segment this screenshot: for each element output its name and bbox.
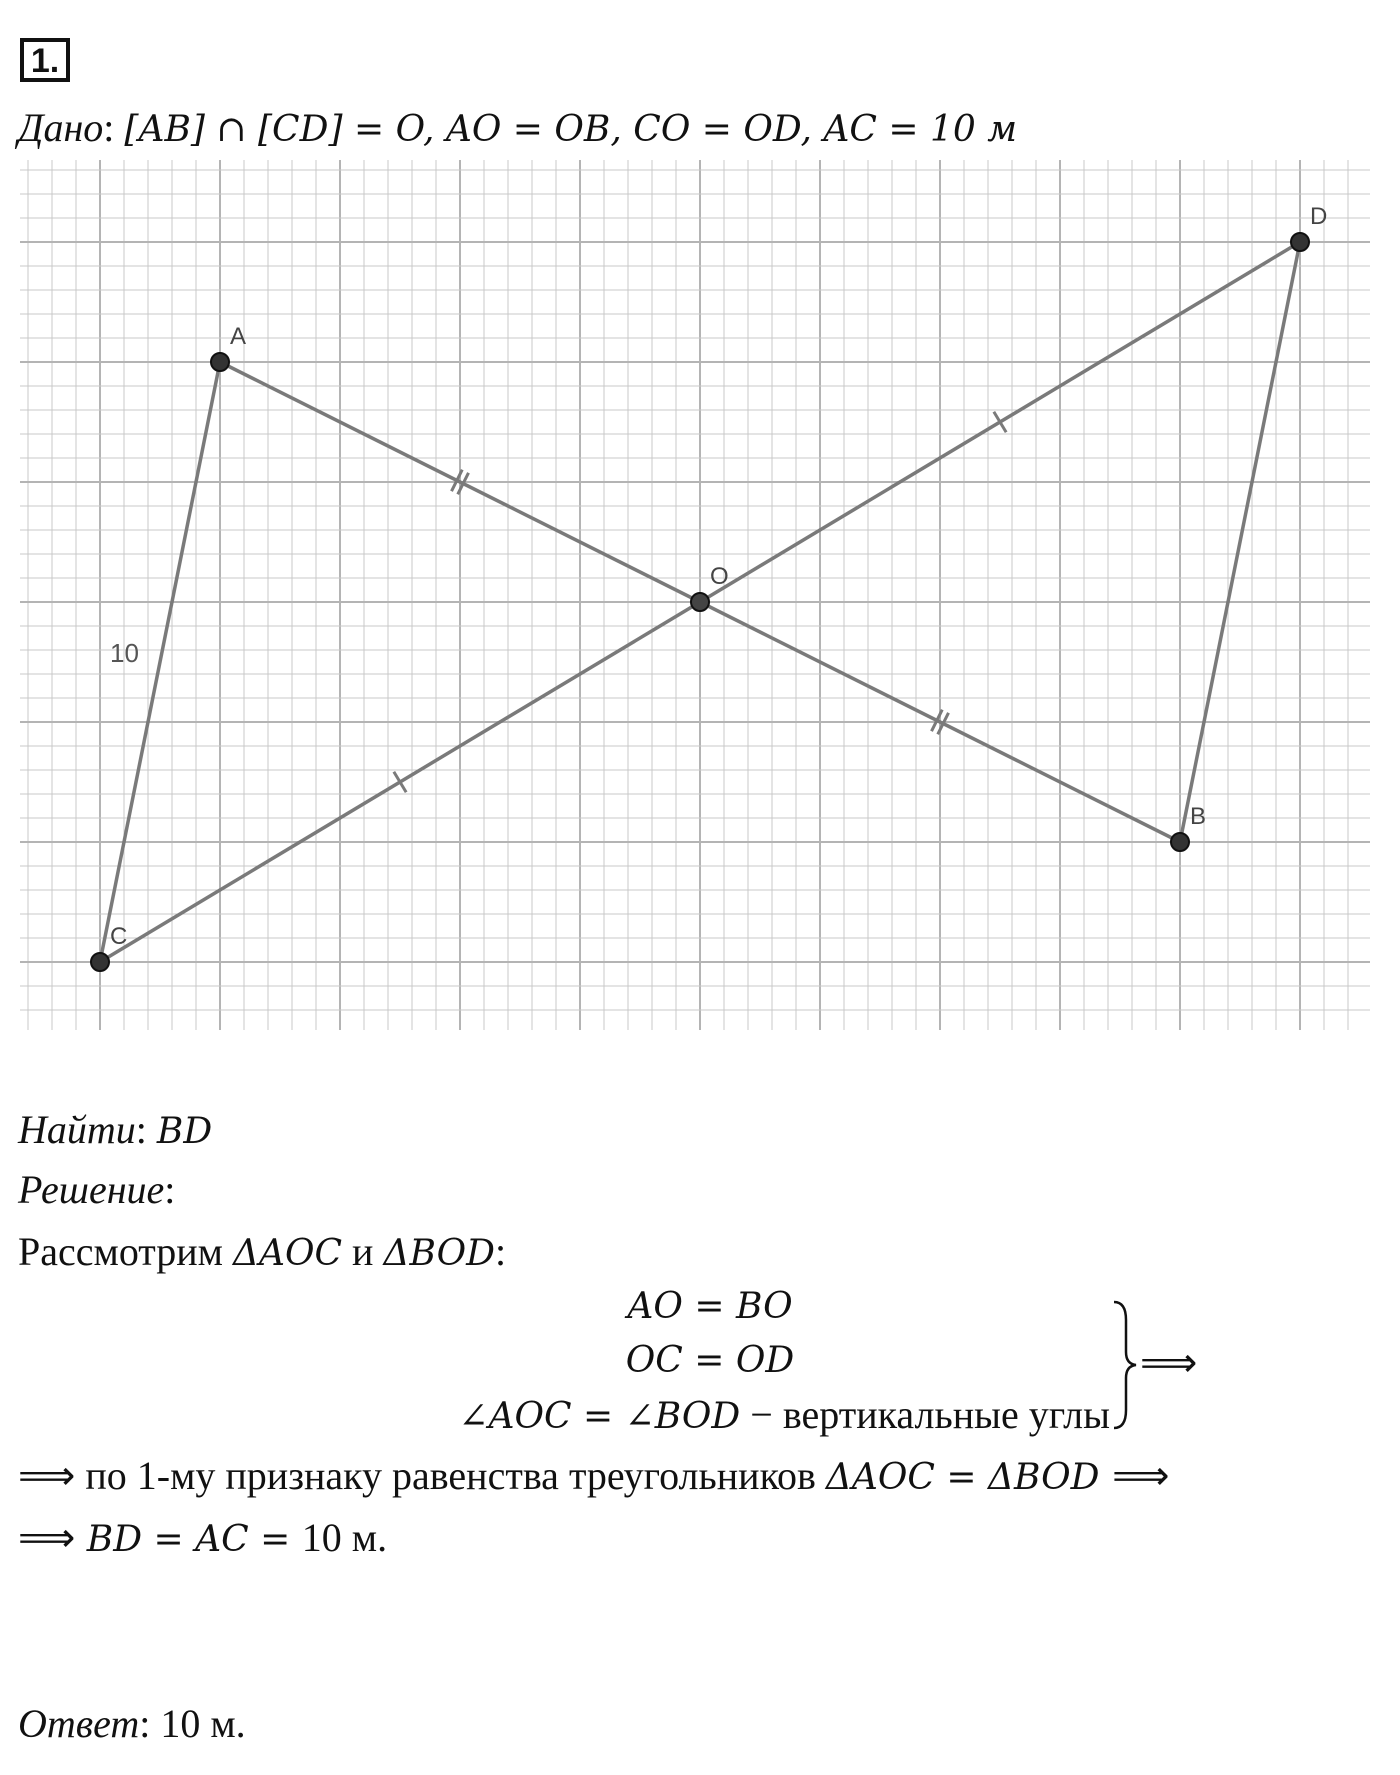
equation-angles: ∠AOC = ∠BOD − вертикальные углы (458, 1392, 1110, 1437)
find-text: BD (156, 1111, 213, 1152)
problem-number: 1. (20, 38, 70, 82)
given-label: Дано (18, 105, 104, 150)
find-line: Найти: BD (18, 1107, 213, 1152)
given-line: Дано: [AB] ∩ [CD] = O, AO = OB, CO = OD, AC = 10 м (18, 105, 1018, 150)
solution-line: Решение: (18, 1167, 176, 1212)
tick-mark (394, 772, 406, 793)
triangle-aoc: ΔAOC (232, 1233, 343, 1274)
segment-bd (1180, 242, 1300, 842)
equality-system (300, 1280, 1120, 1444)
point-c (91, 953, 109, 971)
point-label-a: A (230, 323, 247, 350)
consider-prefix: Рассмотрим (18, 1229, 223, 1274)
answer-label: Ответ (18, 1701, 140, 1746)
tick-mark (994, 412, 1006, 433)
find-label: Найти (18, 1107, 136, 1152)
triangle-bod: ΔBOD (383, 1233, 495, 1274)
implies-arrow: ⟹ (1140, 1340, 1198, 1386)
equation-oc-od: OC = OD (625, 1340, 795, 1381)
point-a (211, 353, 229, 371)
answer-value: : 10 м. (139, 1701, 246, 1746)
point-o (691, 593, 709, 611)
consider-line: Рассмотрим ΔAOC и ΔBOD: (18, 1229, 507, 1274)
system-brace (1110, 1300, 1140, 1430)
conclusion-line-2: ⟹ BD = AC = 10 м. (18, 1515, 388, 1561)
given-text: [AB] ∩ [CD] = O, AO = OB, CO = OD, AC = 10 м (124, 109, 1018, 150)
conclusion-line-1: ⟹ по 1-му признаку равенства треугольников ΔAOC = ΔBOD ⟹ (18, 1453, 1170, 1499)
point-label-b: B (1190, 803, 1207, 830)
point-d (1291, 233, 1309, 251)
geometry-figure (20, 160, 1370, 1040)
point-label-c: C (110, 923, 128, 950)
consider-conj: и (352, 1229, 374, 1274)
side-label-ac: 10 (110, 638, 139, 668)
solution-label: Решение (18, 1167, 165, 1212)
congruence: ΔAOC = ΔBOD (825, 1457, 1100, 1498)
answer-line (18, 1700, 246, 1748)
equation-ao-bo: AO = BO (627, 1286, 793, 1327)
point-label-d: D (1310, 203, 1328, 230)
point-label-o: O (710, 563, 729, 590)
point-b (1171, 833, 1189, 851)
